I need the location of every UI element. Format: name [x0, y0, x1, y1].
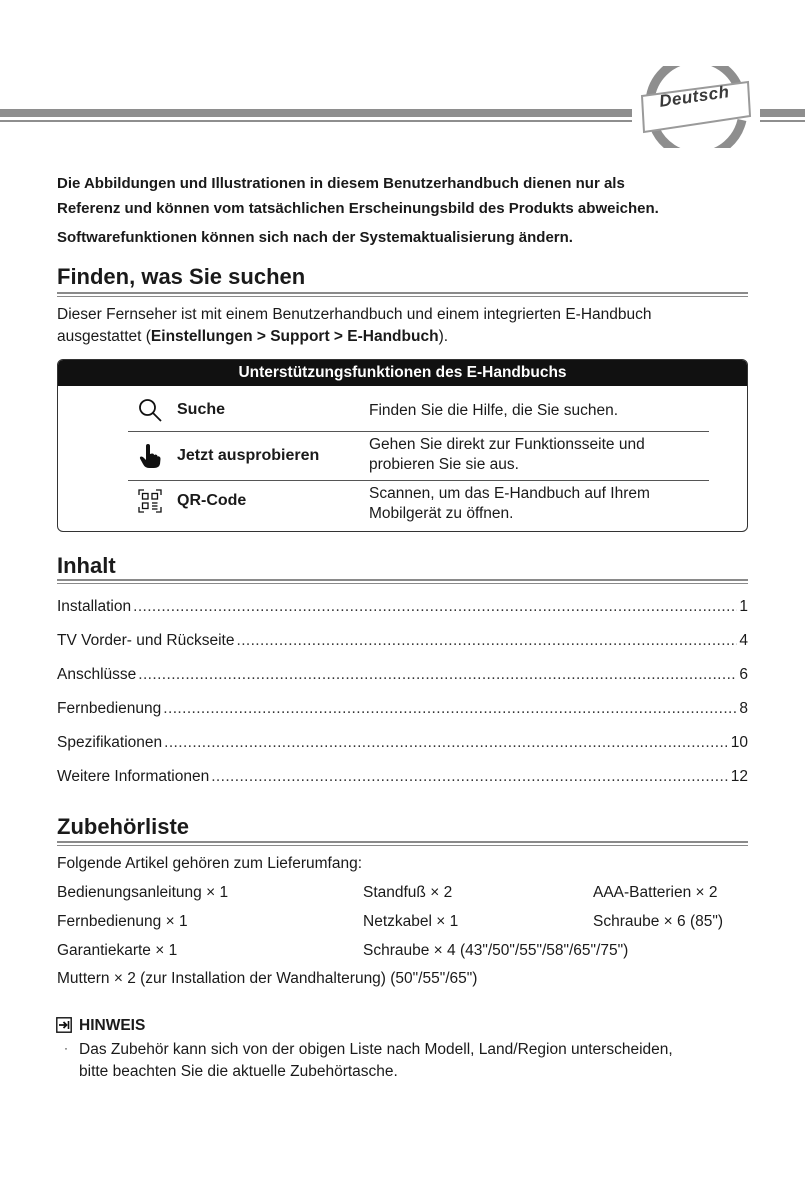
- feature-desc-try-now: [369, 435, 699, 475]
- language-badge-label: Deutsch: [658, 82, 731, 111]
- feature-name-qr-code: QR-Code: [177, 492, 247, 509]
- toc-entry-label: Anschlüsse: [57, 666, 137, 683]
- toc-leader-dots: [211, 768, 729, 786]
- heading-rule-thin: [57, 845, 748, 846]
- note-title: HINWEIS: [79, 1017, 146, 1034]
- language-badge: [636, 66, 754, 148]
- note-body: [79, 1039, 749, 1083]
- feature-desc-try-now-line-1: Gehen Sie direkt zur Funktionsseite und: [369, 436, 645, 453]
- feature-desc-try-now-line-2: probieren Sie sie aus.: [369, 456, 519, 473]
- support-box-title: Unterstützungsfunktionen des E-Handbuchs: [58, 360, 747, 386]
- note-line-1: Das Zubehör kann sich von der obigen Liste nach Modell, Land/Region unterscheiden,: [79, 1041, 673, 1058]
- toc-entry-page: 4: [739, 632, 748, 649]
- toc-entry[interactable]: [57, 700, 748, 718]
- finden-text-post: ).: [438, 328, 449, 345]
- toc-entry-page: 1: [739, 598, 748, 615]
- toc-entry-label: Fernbedienung: [57, 700, 162, 717]
- finden-text-line-1: Dieser Fernseher ist mit einem Benutzerhandbuch und einem integrierten E-Handbuch: [57, 306, 652, 323]
- toc-entry-label: Spezifikationen: [57, 734, 163, 751]
- finden-paragraph: [57, 304, 757, 348]
- intro-line-1: Die Abbildungen und Illustrationen in diesem Benutzerhandbuch dienen nur als: [57, 175, 625, 192]
- toc-entry-label: Installation: [57, 598, 132, 615]
- qr-code-icon: [138, 489, 162, 513]
- feature-separator: [128, 480, 709, 481]
- feature-desc-search: Finden Sie die Hilfe, die Sie suchen.: [369, 402, 619, 419]
- heading-rule: [57, 292, 748, 294]
- accessory-item: Muttern × 2 (zur Installation der Wandhalterung) (50"/55"/65"): [57, 970, 478, 987]
- intro-disclaimer: [57, 171, 757, 221]
- feature-name-try-now: Jetzt ausprobieren: [177, 447, 320, 464]
- accessory-item: Fernbedienung × 1: [57, 913, 188, 930]
- header-band-left: [0, 109, 632, 117]
- intro-line-2: Referenz und können vom tatsächlichen Erscheinungsbild des Produkts abweichen.: [57, 200, 659, 217]
- header-band-left-thin: [0, 120, 632, 122]
- settings-path: Einstellungen > Support > E-Handbuch: [150, 328, 439, 345]
- accessory-item: Schraube × 6 (85"): [593, 913, 724, 930]
- section-heading-finden: Finden, was Sie suchen: [57, 264, 306, 289]
- toc-leader-dots: [138, 666, 737, 684]
- feature-desc-qr-code: [369, 484, 699, 524]
- heading-rule: [57, 841, 748, 843]
- heading-rule: [57, 579, 748, 581]
- heading-rule-thin: [57, 583, 748, 584]
- feature-separator: [128, 431, 709, 432]
- toc-entry-page: 8: [739, 700, 748, 717]
- toc-leader-dots: [163, 700, 737, 718]
- accessory-item: AAA-Batterien × 2: [593, 884, 718, 901]
- search-icon: [138, 398, 162, 422]
- feature-desc-qr-line-1: Scannen, um das E-Handbuch auf Ihrem: [369, 485, 650, 502]
- feature-name-search: Suche: [177, 401, 226, 418]
- toc-entry-page: 10: [730, 734, 748, 751]
- accessory-item: Standfuß × 2: [363, 884, 453, 901]
- finden-text-line-2: [57, 326, 757, 348]
- header-band-right-thin: [760, 120, 805, 122]
- note-bullet: ·: [64, 1041, 68, 1055]
- feature-desc-qr-line-2: Mobilgerät zu öffnen.: [369, 505, 514, 522]
- hand-pointer-icon: [138, 443, 162, 469]
- toc-leader-dots: [236, 632, 737, 650]
- section-heading-inhalt: Inhalt: [57, 553, 116, 578]
- intro-line-3: Softwarefunktionen können sich nach der Systemaktualisierung ändern.: [57, 229, 573, 246]
- toc-entry-page: 6: [739, 666, 748, 683]
- header-band-right: [760, 109, 805, 117]
- toc-entry-page: 12: [730, 768, 748, 785]
- heading-rule-thin: [57, 296, 748, 297]
- toc-entry[interactable]: [57, 734, 748, 752]
- accessory-item: Schraube × 4 (43"/50"/55"/58"/65"/75"): [363, 942, 629, 959]
- toc-entry[interactable]: [57, 598, 748, 616]
- toc-entry[interactable]: [57, 768, 748, 786]
- toc-entry-label: Weitere Informationen: [57, 768, 210, 785]
- finden-text-pre: ausgestattet (: [57, 328, 151, 345]
- toc-leader-dots: [164, 734, 729, 752]
- accessory-item: Netzkabel × 1: [363, 913, 459, 930]
- note-arrow-icon: [56, 1017, 72, 1033]
- accessories-intro: Folgende Artikel gehören zum Lieferumfang:: [57, 855, 363, 872]
- toc-entry-label: TV Vorder- und Rückseite: [57, 632, 235, 649]
- toc-leader-dots: [133, 598, 737, 616]
- accessory-item: Garantiekarte × 1: [57, 942, 178, 959]
- note-line-2: bitte beachten Sie die aktuelle Zubehörtasche.: [79, 1063, 398, 1080]
- section-heading-zubehoer: Zubehörliste: [57, 814, 190, 839]
- accessory-item: Bedienungsanleitung × 1: [57, 884, 229, 901]
- toc-entry[interactable]: [57, 666, 748, 684]
- toc-entry[interactable]: [57, 632, 748, 650]
